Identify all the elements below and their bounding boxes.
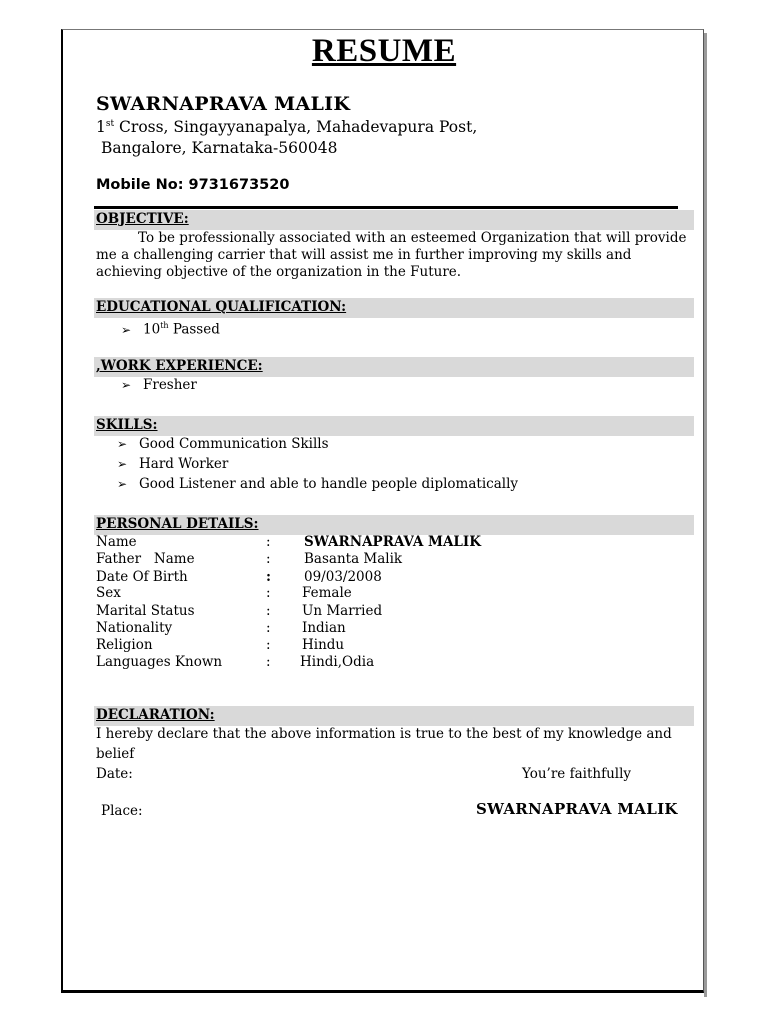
detail-label: Father Name — [96, 551, 195, 567]
education-item-number: 10 — [143, 321, 161, 338]
address-number: 1 — [96, 118, 106, 136]
arrowhead-bullet-icon: ➢ — [121, 378, 132, 392]
detail-value: Hindi,Odia — [300, 654, 375, 670]
skills-item-text: Good Listener and able to handle people diplomatically — [139, 476, 519, 492]
closing-text: You’re faithfully — [522, 766, 632, 782]
signature-name: SWARNAPRAVA MALIK — [476, 800, 678, 818]
address-line-1 — [96, 118, 477, 136]
arrowhead-bullet-icon: ➢ — [117, 437, 128, 451]
resume-page — [61, 29, 704, 993]
place-label: Place: — [101, 803, 143, 819]
detail-label: Nationality — [96, 620, 173, 636]
detail-value: 09/03/2008 — [304, 569, 382, 585]
detail-label: Sex — [96, 585, 121, 601]
skills-heading: SKILLS: — [96, 417, 158, 433]
mobile-number: Mobile No: 9731673520 — [96, 177, 290, 193]
address-line-2: Bangalore, Karnataka-560048 — [101, 139, 338, 157]
experience-item-text: Fresher — [143, 377, 197, 393]
detail-colon: : — [266, 654, 271, 670]
skills-item — [117, 455, 228, 473]
education-item-text: Passed — [168, 321, 220, 338]
candidate-name: SWARNAPRAVA MALIK — [96, 93, 351, 115]
page-shadow — [704, 33, 707, 997]
detail-colon: : — [266, 585, 271, 601]
detail-label: Religion — [96, 637, 153, 653]
detail-colon: : — [266, 637, 271, 653]
page-title: RESUME — [311, 33, 457, 69]
arrowhead-bullet-icon: ➢ — [121, 322, 132, 337]
detail-value: Female — [302, 585, 352, 601]
detail-value: Indian — [302, 620, 346, 636]
address-ordinal: st — [105, 118, 115, 129]
detail-label: Date Of Birth — [96, 569, 188, 585]
detail-label: Marital Status — [96, 603, 195, 619]
detail-colon: : — [266, 534, 271, 550]
detail-colon: : — [266, 569, 271, 585]
experience-item — [121, 376, 197, 394]
objective-heading: OBJECTIVE: — [96, 211, 189, 227]
arrowhead-bullet-icon: ➢ — [117, 457, 128, 471]
detail-label: Languages Known — [96, 654, 223, 670]
declaration-text-line-1: I hereby declare that the above information is true to the best of my knowledge and — [96, 726, 672, 742]
declaration-heading: DECLARATION: — [96, 707, 215, 723]
detail-colon: : — [266, 620, 271, 636]
detail-label: Name — [96, 534, 137, 550]
skills-item-text: Hard Worker — [139, 456, 229, 472]
detail-colon: : — [266, 551, 271, 567]
experience-heading: ,WORK EXPERIENCE: — [96, 358, 263, 374]
skills-item — [117, 475, 518, 493]
education-item — [121, 317, 220, 339]
date-label: Date: — [96, 766, 133, 782]
detail-value: Basanta Malik — [304, 551, 403, 567]
detail-value: SWARNAPRAVA MALIK — [304, 534, 481, 550]
education-item-ordinal: th — [160, 321, 169, 330]
skills-band — [94, 416, 694, 436]
skills-item — [117, 435, 329, 453]
arrowhead-bullet-icon: ➢ — [117, 477, 128, 491]
personal-heading: PERSONAL DETAILS: — [96, 516, 259, 532]
education-heading: EDUCATIONAL QUALIFICATION: — [96, 299, 347, 315]
declaration-text-line-2: belief — [96, 746, 135, 762]
detail-value: Hindu — [302, 637, 345, 653]
skills-item-text: Good Communication Skills — [139, 436, 329, 452]
detail-value: Un Married — [302, 603, 383, 619]
address-street: Cross, Singayyanapalya, Mahadevapura Post, — [114, 118, 478, 136]
detail-colon: : — [266, 603, 271, 619]
objective-text: To be professionally associated with an esteemed Organization that will provide me a challenging carrier that will assist me in further improving my skills and achieving objective of the organization in the Future. — [96, 230, 687, 280]
